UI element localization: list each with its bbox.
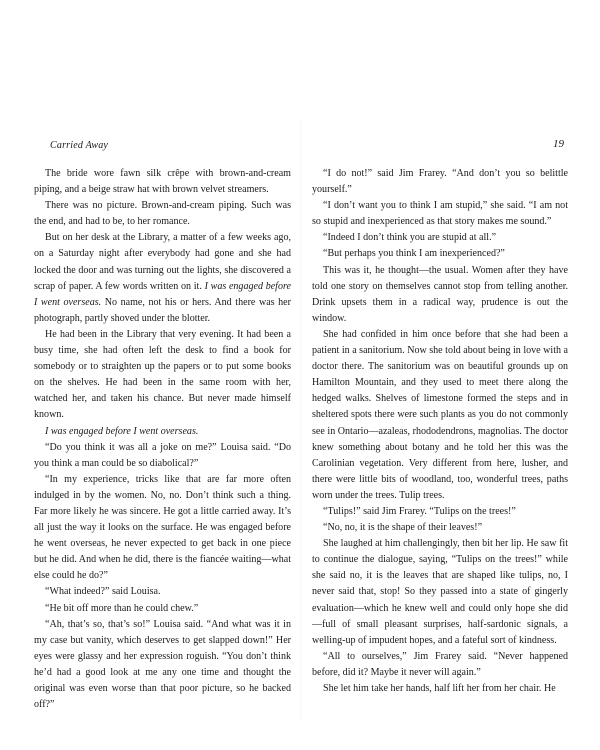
paragraph [34, 617, 291, 714]
paragraph [312, 246, 568, 262]
paragraph [34, 601, 291, 617]
paragraph-text: She let him take her hands, half lift her from her chair. He [323, 683, 556, 694]
paragraph-text: He had been in the Library that very evening. It had been a busy time, she had often left the desk to find a book for somebody or to straighten up the papers or to put some books on the shelves. He had been in the same room with her, watched her, and taken his chance. But never made himself known. [34, 328, 291, 421]
paragraph-text: “I don’t want you to think I am stupid,” she said. “I am not so stupid and inexperienced as that story makes me sound.” [312, 200, 568, 228]
paragraph-text: “He bit off more than he could chew.” [45, 602, 199, 614]
paragraph [34, 424, 291, 440]
paragraph [312, 263, 568, 327]
paragraph-text: She had confided in him once before that she had been a patient in a sanitorium. Now she told about being in love with a doctor there. The sanitorium was on beautiful grounds up on Hamilton Mountain, and they used to meet there along the hedged walks. Shelves of limestone formed the steps and in sheltered spots there were such plants as you do not commonly see in Ontario—azaleas, rhododendrons, magnolias. The doctor knew something about botany and he told her this was the Carolinian vegetation. Very different from here, lusher, and there were little bits of woodland, too, wonderful trees, paths worn under the trees. Tulip trees. [312, 328, 568, 501]
paragraph [34, 166, 291, 198]
paragraph [312, 681, 568, 697]
paragraph-text: “But perhaps you think I am inexperienced?” [323, 248, 505, 260]
paragraph-text: “Indeed I don’t think you are stupid at all.” [323, 232, 497, 244]
paragraph [34, 440, 291, 472]
paragraph-text: But on her desk at the Library, a matter of a few weeks ago, on a Saturday night after everybody had gone and she had locked the door and was turning out the lights, she discovered a scrap of paper. A few words written on it. [34, 232, 291, 292]
paragraph-text: “Do you think it was all a joke on me?” Louisa said. “Do you think a man could be so diabolical?” [34, 441, 291, 469]
paragraph [312, 520, 568, 536]
right-page-text [312, 166, 568, 697]
gutter-shadow [300, 120, 302, 720]
left-page-text [34, 166, 291, 713]
paragraph-text: There was no picture. Brown-and-cream piping. Such was the end, and had to be, to her romance. [34, 200, 291, 228]
paragraph-text: “What indeed?” said Louisa. [45, 586, 161, 598]
paragraph-text: “Tulips!” said Jim Frarey. “Tulips on the trees!” [323, 505, 516, 517]
page-number: 19 [553, 138, 564, 150]
paragraph [34, 327, 291, 424]
italic-text: I was engaged before I went overseas. [34, 280, 291, 308]
paragraph-text: “No, no, it is the shape of their leaves!” [323, 522, 483, 534]
paragraph [312, 327, 568, 504]
paragraph [312, 166, 568, 198]
paragraph-text: “Ah, that’s so, that’s so!” Louisa said. “And what was it in my case but vanity, which deserves to get slapped down!” Her eyes were glassy and her expression roguish. “You don’t think he’d had a good look at me any one time and thought the original was even worse than that poor picture, so he backed off?” [34, 618, 291, 711]
paragraph-text: She laughed at him challengingly, then bit her lip. He saw fit to continue the dialogue, saying, “Tulips on the trees!” while she said no, it is the leaves that are shaped like tulips, no, I never said that, stop! So they passed into a state of gingerly evaluation—which he knew well and could only hope she did—full of small pleasant surprises, half-sardonic signals, a welling-up of impudent hopes, and a fateful sort of kindness. [312, 538, 568, 646]
paragraph-text: “I do not!” said Jim Frarey. “And don’t you so belittle yourself.” [312, 168, 568, 196]
paragraph [34, 472, 291, 585]
italic-text: I was engaged before I went overseas. [45, 425, 199, 437]
paragraph-text: The bride wore fawn silk crêpe with brown-and-cream piping, and a beige straw hat with brown velvet streamers. [34, 168, 291, 196]
paragraph [312, 649, 568, 681]
running-head: Carried Away [50, 140, 109, 151]
paragraph-text: “In my experience, tricks like that are far more often indulged in by the women. No, no. Don’t think such a thing. Far more likely he was sincere. He got a little carried away. It’s all just the way it looks on the surface. He was engaged before he went overseas, he never expected to get back in one piece but he did. And when he did, there is the fiancée waiting—what else could he do?” [34, 473, 291, 582]
paragraph-text: This was it, he thought—the usual. Women after they have told one story on themselves cannot stop from telling another. Drink upsets them in a radical way, prudence is out the window. [312, 264, 568, 324]
paragraph [312, 198, 568, 230]
paragraph [34, 198, 291, 230]
paragraph [34, 584, 291, 600]
paragraph [312, 536, 568, 649]
paragraph-text: “All to ourselves,” Jim Frarey said. “Never happened before, did it? Maybe it never will again.” [312, 650, 568, 678]
paragraph [312, 504, 568, 520]
paragraph [312, 230, 568, 246]
paragraph [34, 230, 291, 327]
paragraph-text: No name, not his or hers. And there was her photograph, partly shoved under the blotter. [34, 296, 291, 324]
